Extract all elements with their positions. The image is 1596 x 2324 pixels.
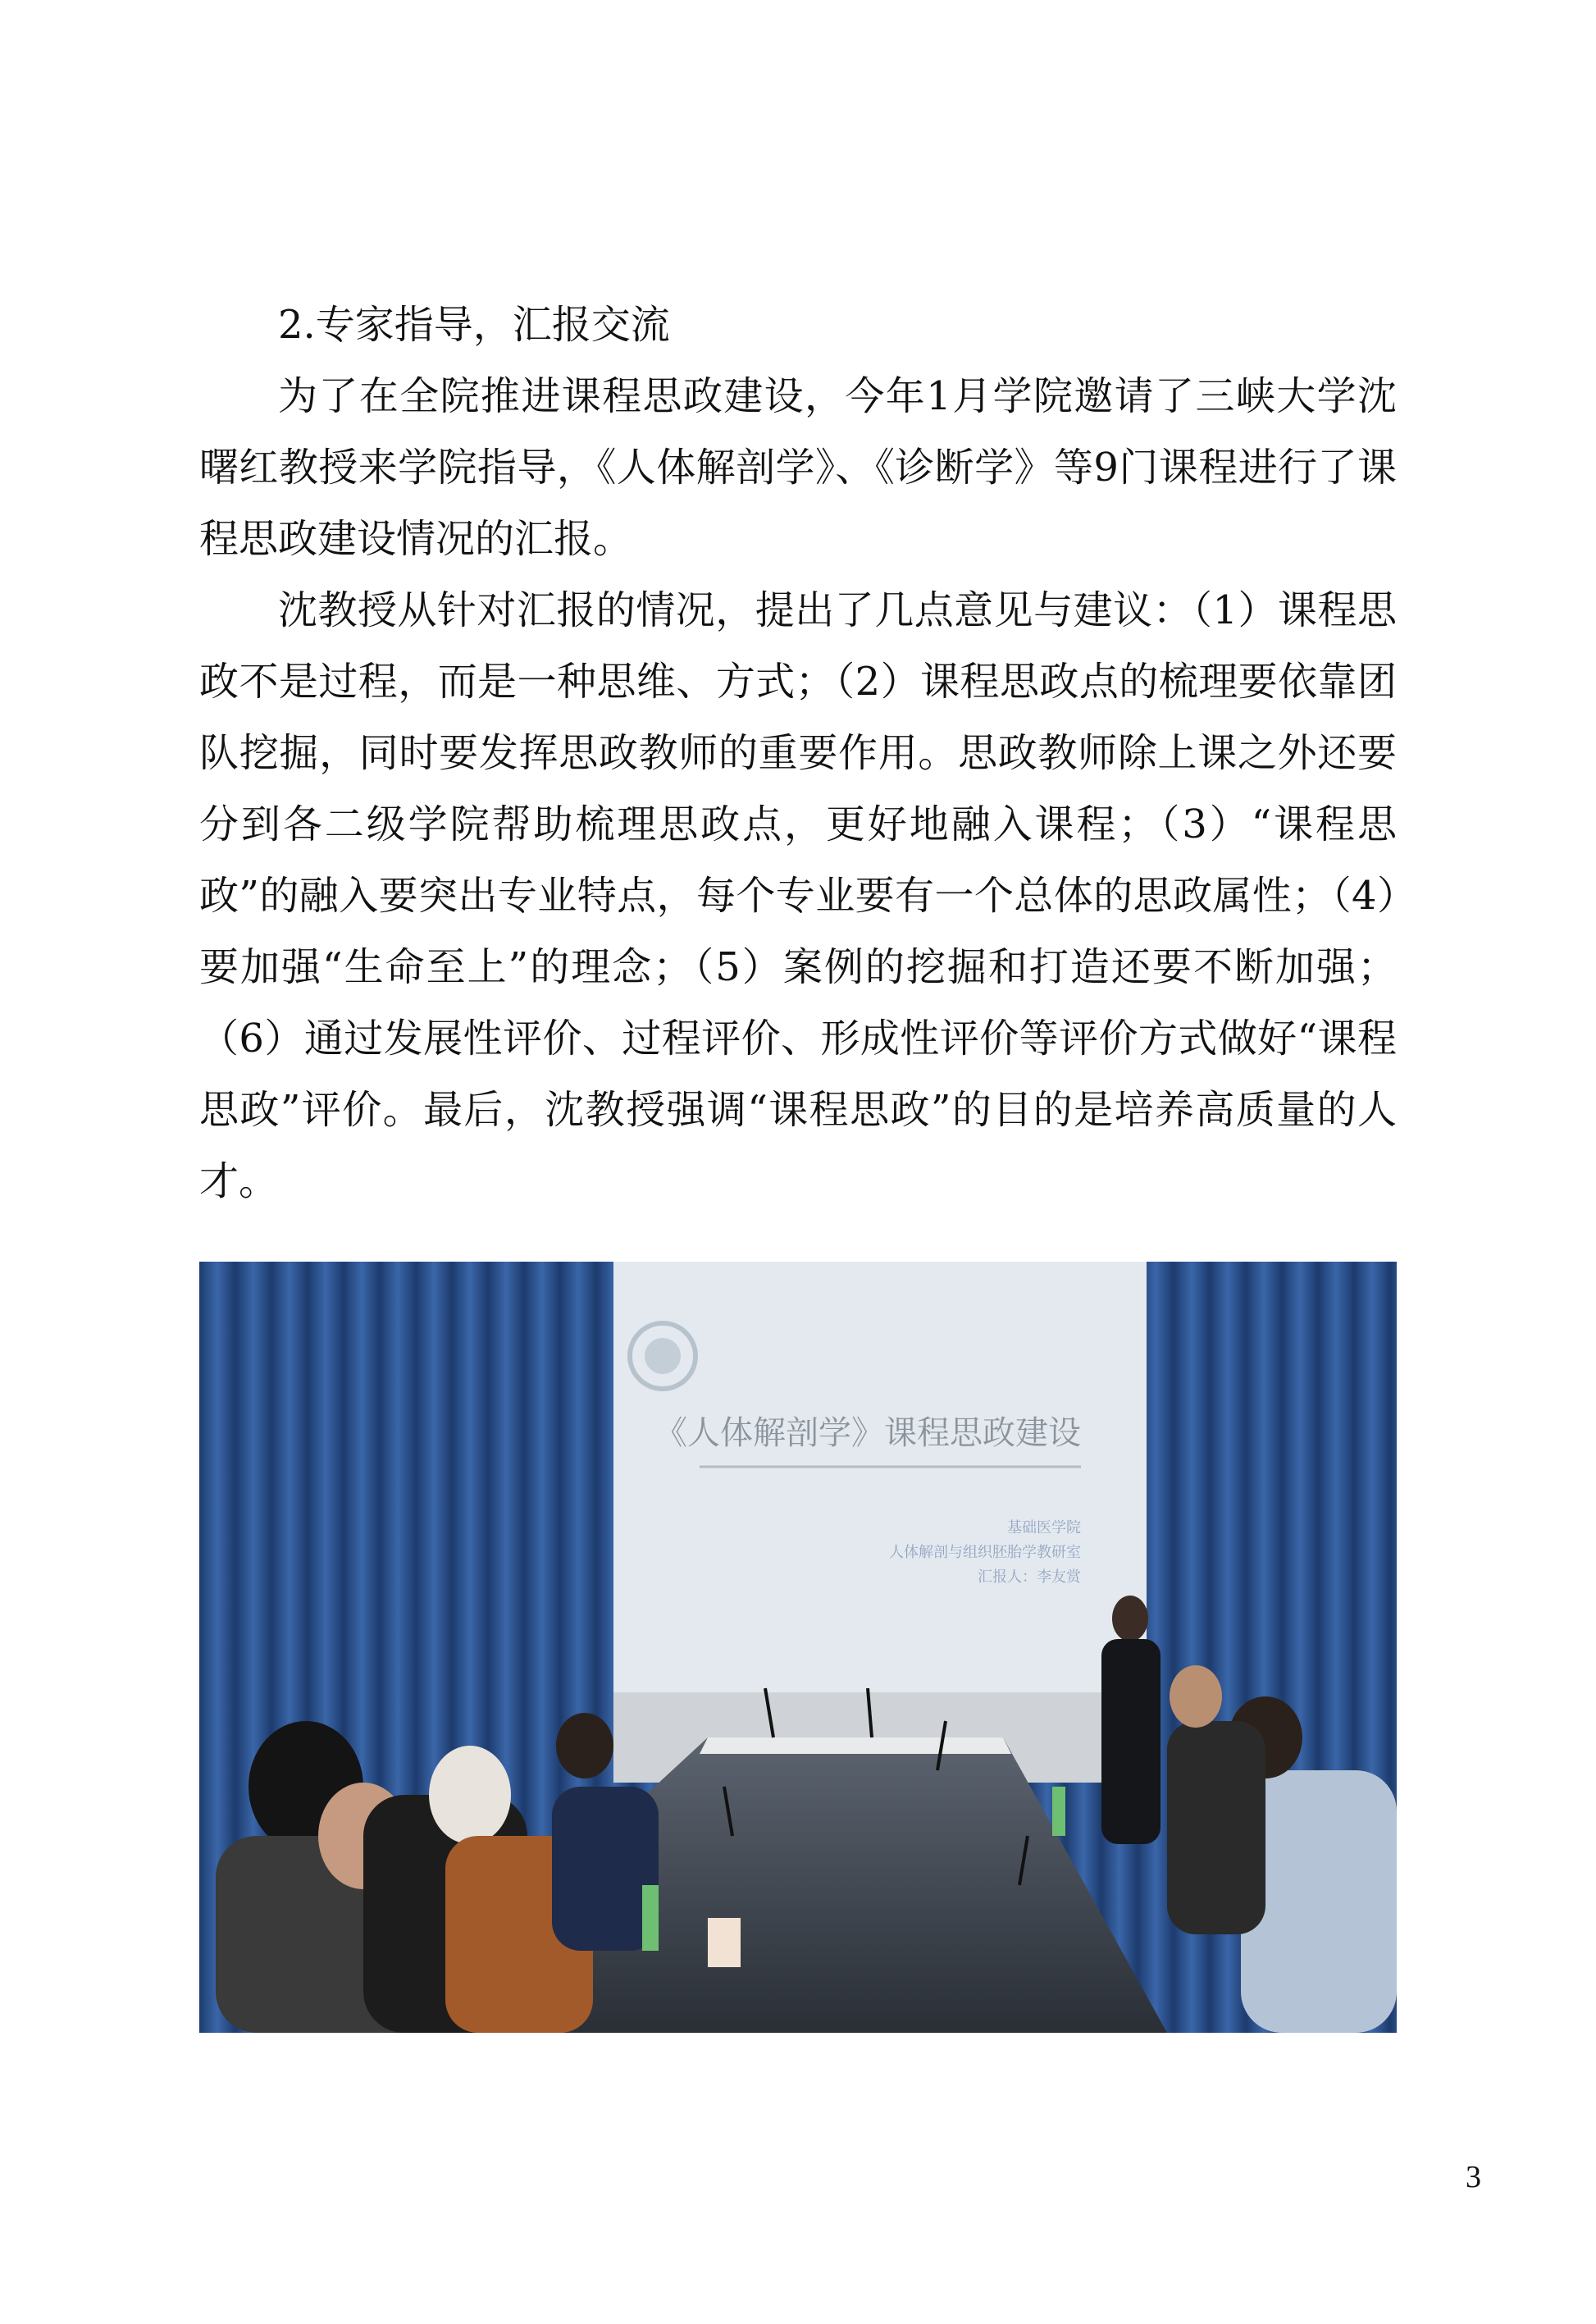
section-heading: 2.专家指导，汇报交流 — [278, 302, 670, 348]
slide-line-3: 汇报人：李友赏 — [978, 1568, 1081, 1586]
slide-line-2: 人体解剖与组织胚胎学教研室 — [889, 1544, 1081, 1561]
body-text — [199, 289, 1397, 1217]
slide-title: 《人体解剖学》课程思政建设 — [654, 1414, 1081, 1452]
paragraph-2: 沈教授从针对汇报的情况，提出了几点意见与建议：（1）课程思政不是过程，而是一种思维、方式；（2）课程思政点的梳理要依靠团队挖掘，同时要发挥思政教师的重要作用。思政教师除上课之外还要分到各二级学院帮助梳理思政点，更好地融入课程；（3）“课程思政”的融入要突出专业特点，每个专业要有一个总体的思政属性；（4）要加强“生命至上”的理念；（5）案例的挖掘和打造还要不断加强；（6）通过发展性评价、过程评价、形成性评价等评价方式做好“课程思政”评价。最后，沈教授强调“课程思政”的目的是培养高质量的人才。 — [199, 587, 1397, 1204]
page-number: 3 — [1466, 2160, 1481, 2194]
paragraph-1: 为了在全院推进课程思政建设，今年1月学院邀请了三峡大学沈曙红教授来学院指导，《人体解剖学》、《诊断学》等9门课程进行了课程思政建设情况的汇报。 — [199, 373, 1397, 562]
projection-screen — [613, 1262, 1147, 1692]
slide-line-1: 基础医学院 — [1007, 1519, 1081, 1536]
meeting-photo — [199, 1262, 1397, 2033]
